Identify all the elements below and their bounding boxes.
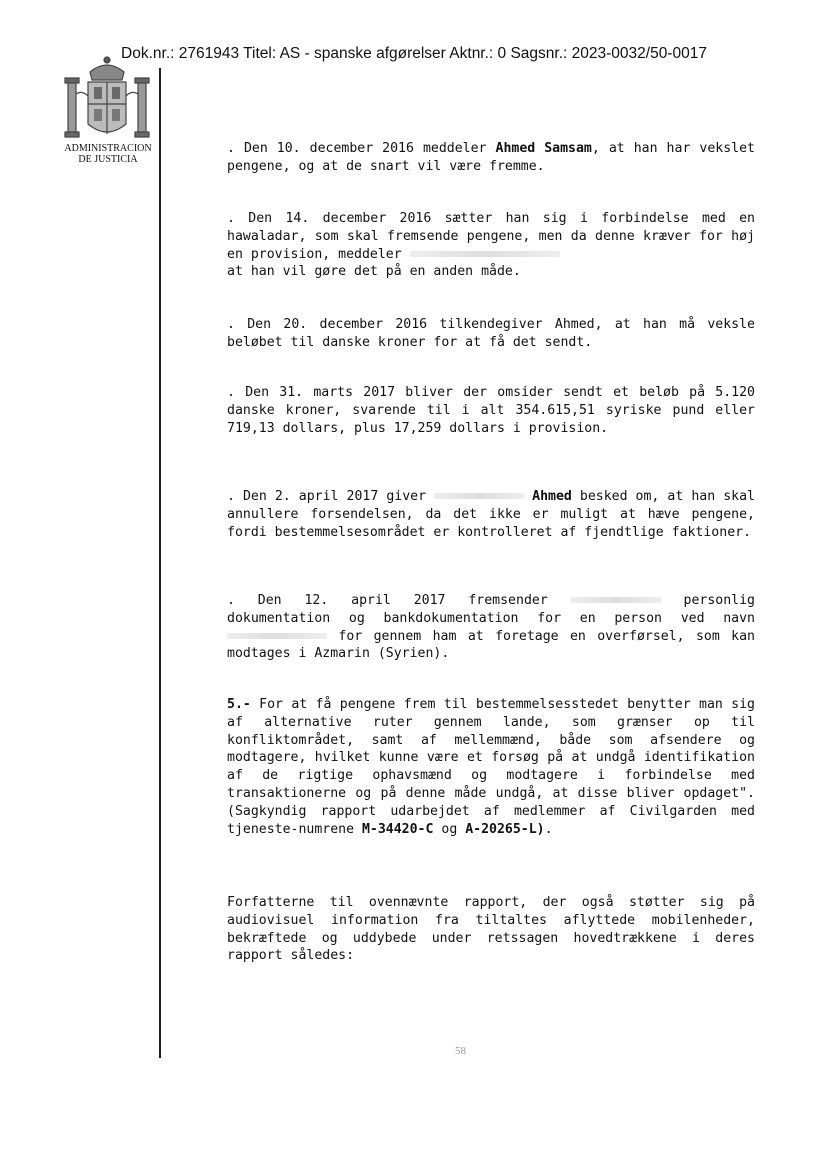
paragraph-6 [227,592,755,663]
p6-text-b: personlig dokumentation og bankdokumentation for en person ved navn [227,593,755,626]
document-header: Dok.nr.: 2761943 Titel: AS - spanske afgørelser Aktnr.: 0 Sagsnr.: 2023-0032/50-0017 [121,45,707,62]
p7-badge-number-2: A-20265-L) [465,821,545,837]
p6-text-c: for gennem ham at foretage en overførsel, som kan modtages i Azmarin (Syrien). [227,628,755,662]
margin-rule [159,68,161,1058]
paragraph-3 [227,316,755,352]
paragraph-5 [227,488,755,541]
p1-text-c: , at han har vekslet pengene, og at de snart vil være fremme. [227,141,755,174]
paragraph-1 [227,140,755,176]
redaction-mark [410,251,560,257]
seal-caption-line-1: ADMINISTRACION [64,143,152,154]
p1-text-a: . Den 10. december 2016 meddeler [227,141,496,156]
p4-text-a: . Den 31. marts 2017 bliver der omsider sendt et beløb på 5.120 danske kroner, svarende til i alt 354.615,51 syriske pund eller 719,13 dollars, plus 17,259 dollars i provision. [227,385,755,436]
p5-name: Ahmed [532,489,572,504]
redaction-mark [571,597,661,603]
p1-name: Ahmed Samsam [495,141,592,156]
p7-text-c: og [433,821,466,837]
p7-badge-number-1: M-34420-C [361,821,434,837]
redaction-mark [227,633,327,639]
p2-text-a: . Den 14. december 2016 sætter han sig i forbindelse med en hawaladar, som skal fremsende pengene, men da denne kræver for høj en provision, meddeler [227,211,755,262]
p7-text-e: . [544,821,553,837]
paragraph-8 [227,894,755,965]
p8-text-a: Forfatterne til ovennævnte rapport, der også støtter sig på audiovisuel information fra tiltaltes aflyttede mobilenheder, bekræftede og uddybede under retssagen hovedtrækkene i deres rapport således: [227,895,755,964]
p6-text-a: . Den 12. april 2017 fremsender [227,593,548,608]
p2-text-b: at han vil gøre det på en anden måde. [227,264,521,280]
redaction-mark [434,493,524,499]
section-number: 5.- [227,697,251,712]
paragraph-7 [227,696,755,838]
p5-text-a: . Den 2. april 2017 giver [227,489,427,504]
p5-text-c: besked om, at han skal annullere forsendelsen, da det ikke er muligt at hæve pengene, fordi bestemmelsesområdet er kontrolleret af fjendtlige faktioner. [227,489,755,540]
p3-text-a: . Den 20. december 2016 tilkendegiver Ahmed, at han må veksle beløbet til danske kroner for at få det sendt. [227,317,755,350]
seal-caption [48,143,168,165]
seal-caption-line-2: DE JUSTICIA [78,154,138,165]
paragraph-2 [227,210,755,281]
page-number: 58 [455,1045,466,1057]
p7-text-a: For at få pengene frem til bestemmelsesstedet benytter man sig af alternative ruter gennem lande, som grænser op til konfliktområdet, samt af mellemmænd, både som afsendere og modtagere, hvilket kunne være et forsøg på at undgå identifikation af de rigtige ophavsmænd og modtagere i forbindelse med transaktionerne og på denne måde undgå, at disse bliver opdaget". (Sagkyndig rapport udarbejdet af medlemmer af Civilgarden med tjeneste-numrene [227,697,755,837]
coat-of-arms-seal [52,54,162,146]
paragraph-4 [227,384,755,437]
